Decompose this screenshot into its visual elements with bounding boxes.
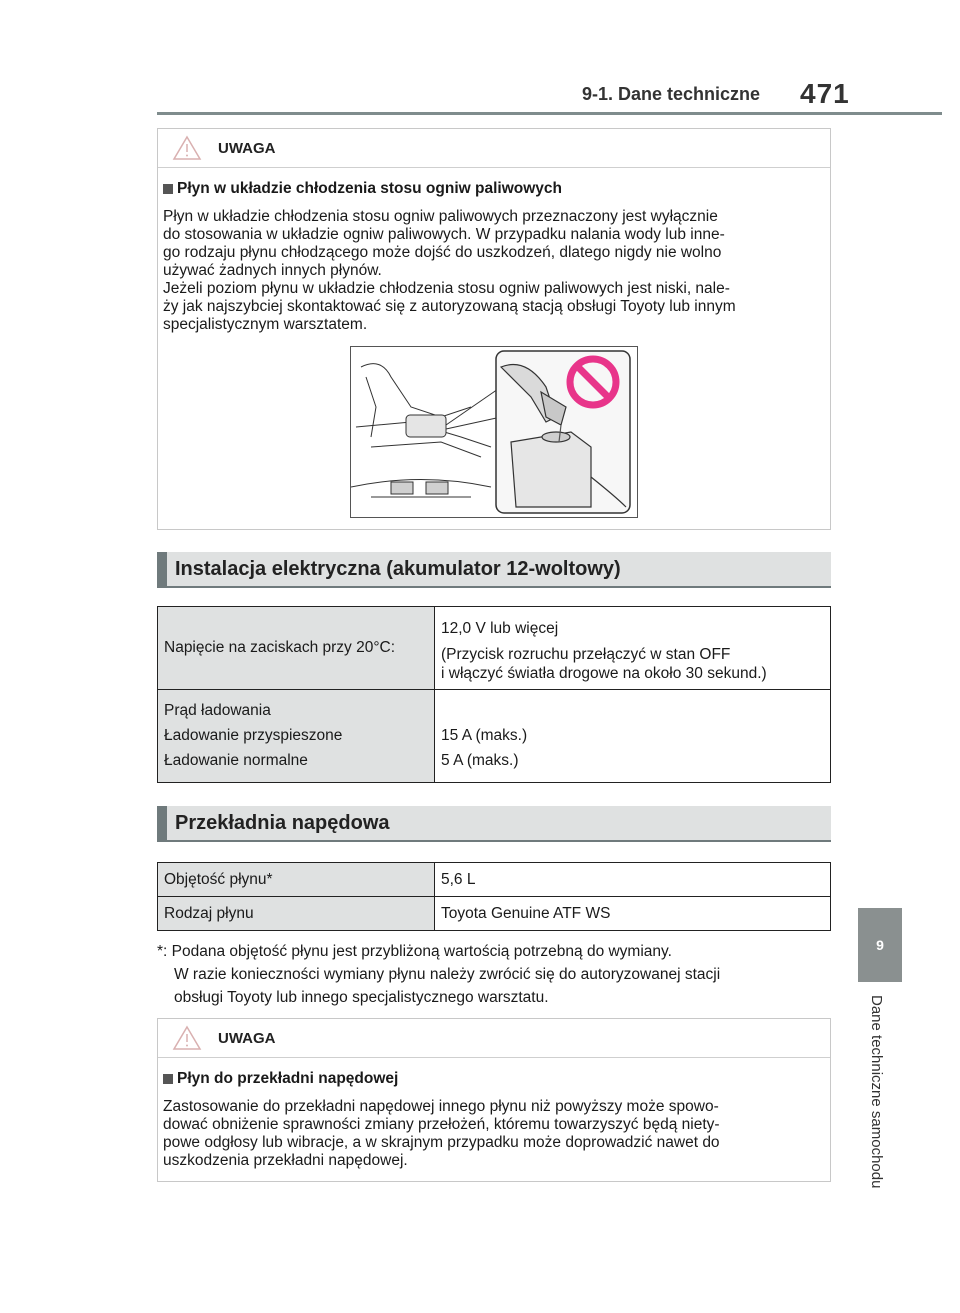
voltage-label: Napięcie na zaciskach przy 20°C: <box>158 607 435 690</box>
caution-header <box>158 129 830 168</box>
charging-current-label: Prąd ładowania <box>164 702 271 719</box>
header-divider <box>157 112 942 115</box>
transmission-spec-table <box>157 862 831 931</box>
charging-value-cell <box>435 690 831 783</box>
text-line: ży jak najszybciej skontaktować się z autoryzowaną stacją obsługi Toyoty lub innym <box>163 298 736 315</box>
table-row <box>158 607 831 690</box>
fluid-type-label: Rodzaj płynu <box>158 897 435 931</box>
caution-box-coolant <box>157 128 831 530</box>
section-heading-electrical: Instalacja elektryczna (akumulator 12-woltowy) <box>157 552 831 588</box>
warning-triangle-icon <box>172 135 202 161</box>
capacity-label: Objętość płynu* <box>158 863 435 897</box>
text-line: uszkodzenia przekładni napędowej. <box>163 1152 408 1169</box>
caution-title: UWAGA <box>218 139 276 157</box>
square-bullet-icon <box>163 184 173 194</box>
normal-charge-value: 5 A (maks.) <box>441 752 519 769</box>
coolant-illustration <box>350 346 638 518</box>
text-line: go rodzaju płynu chłodzącego może dojść do uszkodzeń, dlatego nigdy nie wolno <box>163 244 722 261</box>
fluid-type-value: Toyota Genuine ATF WS <box>435 897 831 931</box>
section-title: 9-1. Dane techniczne <box>581 84 760 104</box>
warning-triangle-icon <box>172 1025 202 1051</box>
caution-text <box>163 1098 825 1170</box>
normal-charge-label: Ładowanie normalne <box>164 752 308 769</box>
footnote-line: obsługi Toyoty lub innego specjalistycznego warsztatu. <box>174 989 549 1006</box>
text-line: powe odgłosy lub wibracje, a w skrajnym przypadku może doprowadzić nawet do <box>163 1134 720 1151</box>
footnote-line: *: Podana objętość płynu jest przybliżoną wartością potrzebną do wymiany. <box>157 943 672 960</box>
chapter-number: 9 <box>876 937 884 953</box>
text-line: specjalistycznym warsztatem. <box>163 316 368 333</box>
electrical-spec-table <box>157 606 831 783</box>
fast-charge-value: 15 A (maks.) <box>441 727 528 744</box>
caution-body <box>158 1058 830 1170</box>
fast-charge-label: Ładowanie przyspieszone <box>164 727 343 744</box>
square-bullet-icon <box>163 1074 173 1084</box>
text-line: używać żadnych innych płynów. <box>163 262 382 279</box>
caution-body <box>158 168 830 518</box>
text-line: dować obniżenie sprawności zmiany przełożeń, któremu towarzyszyć będą niety- <box>163 1116 720 1133</box>
voltage-value: 12,0 V lub więcej <box>441 620 559 637</box>
text-line: Jeżeli poziom płynu w układzie chłodzenia stosu ogniw paliwowych jest niski, nale- <box>163 280 730 297</box>
footnote <box>157 940 829 1009</box>
voltage-note: (Przycisk rozruchu przełączyć w stan OFF i włączyć światła drogowe na około 30 sekund.) <box>441 646 767 682</box>
capacity-value: 5,6 L <box>435 863 831 897</box>
footnote-line: W razie konieczności wymiany płynu należy zwrócić się do autoryzowanej stacji <box>174 966 721 983</box>
caution-text <box>163 208 825 334</box>
table-row <box>158 863 831 897</box>
page-header <box>0 0 960 120</box>
table-row <box>158 690 831 783</box>
caution-box-transmission <box>157 1018 831 1182</box>
section-heading-transmission: Przekładnia napędowa <box>157 806 831 842</box>
table-row <box>158 897 831 931</box>
caution-subheading: Płyn do przekładni napędowej <box>163 1070 825 1088</box>
caution-subheading: Płyn w układzie chłodzenia stosu ogniw paliwowych <box>163 180 825 198</box>
chapter-label: Dane techniczne samochodu <box>868 995 885 1189</box>
charging-label-cell <box>158 690 435 783</box>
voltage-cell <box>435 607 831 690</box>
text-line: do stosowania w układzie ogniw paliwowych. W przypadku nalania wody lub inne- <box>163 226 725 243</box>
chapter-tab <box>858 908 902 982</box>
text-line: Płyn w układzie chłodzenia stosu ogniw paliwowych przeznaczony jest wyłącznie <box>163 208 718 225</box>
caution-title: UWAGA <box>218 1029 276 1047</box>
caution-header <box>158 1019 830 1058</box>
text-line: Zastosowanie do przekładni napędowej innego płynu niż powyższy może spowo- <box>163 1098 719 1115</box>
page-number: 471 <box>800 78 850 109</box>
engine-bay-illustration <box>351 347 637 517</box>
